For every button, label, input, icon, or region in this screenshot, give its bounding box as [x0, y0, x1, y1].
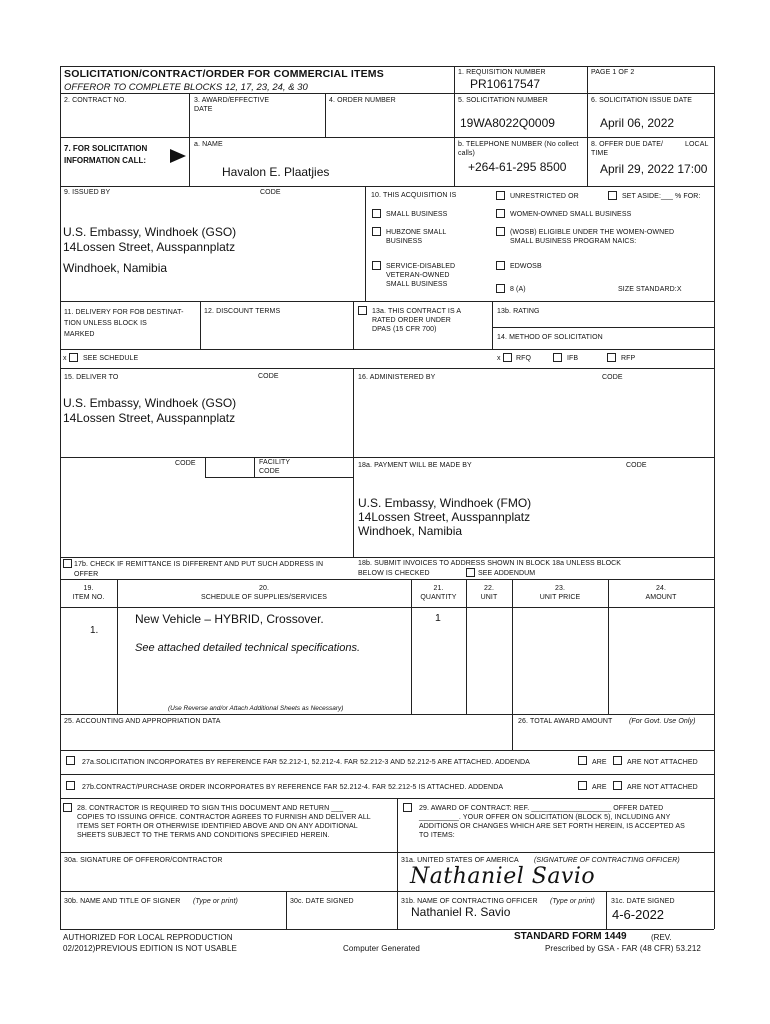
deliver-to-label: 15. DELIVER TO	[64, 374, 119, 381]
administered-by-code-label: CODE	[602, 374, 623, 381]
wosb-label: WOMEN-OWNED SMALL BUSINESS	[510, 211, 632, 218]
issued-by-code-label: CODE	[260, 189, 281, 196]
usa-signature-label: 31a. UNITED STATES OF AMERICA	[401, 857, 519, 864]
telephone-number[interactable]: +264-61-295 8500	[468, 160, 567, 174]
remittance-checkbox[interactable]	[63, 559, 72, 568]
see-addendum-checkbox[interactable]	[466, 568, 475, 577]
deliver-to-line1: U.S. Embassy, Windhoek (GSO)	[63, 396, 237, 410]
contact-name[interactable]: Havalon E. Plaatjies	[222, 165, 330, 179]
unrestricted-label: UNRESTRICTED OR	[510, 193, 579, 200]
contractor-code-label: CODE	[175, 460, 196, 467]
issue-date[interactable]: April 06, 2022	[600, 116, 675, 130]
remittance-label: 17b. CHECK IF REMITTANCE IS DIFFERENT AND PUT SUCH ADDRESS IN OFFER	[74, 561, 324, 578]
offeror-date-label: 30c. DATE SIGNED	[290, 898, 354, 905]
clause-27b-not-label: ARE NOT ATTACHED	[627, 784, 698, 791]
rfq-mark: x	[497, 355, 501, 362]
see-schedule-label: SEE SCHEDULE	[83, 355, 139, 362]
offer-due-local: LOCAL	[685, 141, 709, 148]
clause-27a-checkbox[interactable]	[66, 756, 75, 765]
col-item-no: 19. ITEM NO.	[72, 585, 105, 601]
acquisition-label: 10. THIS ACQUISITION IS	[371, 192, 457, 199]
col-unit-price: 23. UNIT PRICE	[539, 585, 581, 601]
contracting-officer-name[interactable]: Nathaniel R. Savio	[411, 905, 511, 919]
solicitation-number-label: 5. SOLICITATION NUMBER	[458, 97, 548, 104]
rfq-label: RFQ	[516, 355, 532, 362]
col-unit: 22. UNIT	[480, 585, 498, 601]
telephone-label: b. TELEPHONE NUMBER (No collect calls)	[458, 141, 579, 157]
eight-a-checkbox[interactable]	[496, 284, 505, 293]
col-amount: 24. AMOUNT	[645, 585, 677, 601]
unrestricted-checkbox[interactable]	[496, 191, 505, 200]
clause-27a-label: 27a.SOLICITATION INCORPORATES BY REFERENCE FAR 52.212-1, 52.212-4. FAR 52.212-3 AND 52.212-5 ARE ATTACHED. ADDENDA	[82, 759, 530, 766]
issued-by-line2: 14Lossen Street, Ausspannplatz	[63, 240, 236, 254]
deliver-to-line2: 14Lossen Street, Ausspannplatz	[63, 411, 236, 425]
administered-by-label: 16. ADMINISTERED BY	[358, 374, 436, 381]
hubzone-checkbox[interactable]	[372, 227, 381, 236]
rated-order-checkbox[interactable]	[358, 306, 367, 315]
officer-date-label: 31c. DATE SIGNED	[611, 898, 675, 905]
form-subtitle: OFFEROR TO COMPLETE BLOCKS 12, 17, 23, 24, & 30	[64, 82, 308, 93]
col-quantity: 21. QUANTITY	[420, 585, 457, 601]
award-contract-checkbox[interactable]	[403, 803, 412, 812]
clause-27a-not-label: ARE NOT ATTACHED	[627, 759, 698, 766]
fob-destination-label: 11. DELIVERY FOR FOB DESTINAT- TION UNLESS BLOCK IS MARKED	[64, 309, 184, 338]
sdvosb-label: SERVICE-DISABLED VETERAN-OWNED SMALL BUSINESS	[386, 263, 456, 288]
see-schedule-mark: x	[63, 355, 67, 362]
clause-27b-label: 27b.CONTRACT/PURCHASE ORDER INCORPORATES BY REFERENCE FAR 52.212-4. FAR 52.212-5 IS ATTACHED. ADDENDA	[82, 784, 504, 791]
payment-line3: Windhoek, Namibia	[358, 524, 463, 538]
solicitation-number[interactable]: 19WA8022Q0009	[460, 116, 555, 130]
item-specifications: See attached detailed technical specifications.	[135, 642, 361, 654]
rfp-label: RFP	[621, 355, 636, 362]
discount-terms-label: 12. DISCOUNT TERMS	[204, 308, 281, 315]
hubzone-label: HUBZONE SMALL BUSINESS	[386, 229, 447, 245]
total-award-label: 26. TOTAL AWARD AMOUNT	[518, 718, 613, 725]
clause-27b-checkbox[interactable]	[66, 781, 75, 790]
small-business-label: SMALL BUSINESS	[386, 211, 448, 218]
rating-label: 13b. RATING	[497, 308, 540, 315]
total-award-note: (For Govt. Use Only)	[629, 718, 696, 725]
edwosb-label: EDWOSB	[510, 263, 542, 270]
accounting-label: 25. ACCOUNTING AND APPROPRIATION DATA	[64, 718, 221, 725]
set-aside-label: SET ASIDE:___ % FOR:	[622, 193, 701, 200]
rfq-checkbox[interactable]	[503, 353, 512, 362]
eligible-wosb-label: (WOSB) ELIGIBLE UNDER THE WOMEN-OWNED SMALL BUSINESS PROGRAM NAICS:	[510, 229, 675, 245]
award-date-label: 3. AWARD/EFFECTIVE DATE	[194, 97, 270, 113]
issue-date-label: 6. SOLICITATION ISSUE DATE	[591, 97, 693, 104]
set-aside-checkbox[interactable]	[608, 191, 617, 200]
contracting-officer-signature: Nathaniel Savio	[410, 864, 596, 889]
payment-code-label: CODE	[626, 462, 647, 469]
contracting-officer-name-note: (Type or print)	[550, 898, 595, 905]
wosb-checkbox[interactable]	[496, 209, 505, 218]
method-of-solicitation-label: 14. METHOD OF SOLICITATION	[497, 334, 603, 341]
form-revision: (REV.	[651, 933, 672, 942]
item-description: New Vehicle – HYBRID, Crossover.	[135, 612, 324, 626]
order-number-label: 4. ORDER NUMBER	[329, 97, 396, 104]
eight-a-label: 8 (A)	[510, 286, 526, 293]
usa-signature-note: (SIGNATURE OF CONTRACTING OFFICER)	[534, 857, 680, 864]
submit-invoices-label: 18b. SUBMIT INVOICES TO ADDRESS SHOWN IN BLOCK 18a UNLESS BLOCK BELOW IS CHECKED	[358, 560, 622, 577]
clause-27b-are-checkbox[interactable]	[578, 781, 587, 790]
previous-edition-note: 02/2012)PREVIOUS EDITION IS NOT USABLE	[63, 944, 237, 953]
see-schedule-checkbox[interactable]	[69, 353, 78, 362]
award-contract-label: 29. AWARD OF CONTRACT: REF. ____________________ OFFER DATED __________. YOUR OFFER ON SOLICITATION (BLOCK 5), INCLUDING ANY ADDITIONS OR CHANGES WHICH ARE SET FORTH HEREIN, IS ACCEPTED AS TO ITEMS:	[419, 805, 685, 839]
contractor-sign-label: 28. CONTRACTOR IS REQUIRED TO SIGN THIS DOCUMENT AND RETURN ___ COPIES TO ISSUING OFFICE. CONTRACTOR AGREES TO FURNISH AND DELIVER ALL ITEMS SET FORTH OR OTHERWISE IDENTIFIED ABOVE AND ON ANY ADDITIONAL SHEETS SUBJECT TO THE TERMS AND CONDITIONS SPECIFIED HEREIN.	[77, 805, 371, 839]
prescribed-by-note: Prescribed by GSA - FAR (48 CFR) 53.212	[545, 944, 701, 953]
requisition-number[interactable]: PR10617547	[470, 77, 541, 91]
page-number: PAGE 1 OF 2	[591, 69, 635, 76]
see-addendum-label: SEE ADDENDUM	[478, 570, 536, 577]
payment-line2: 14Lossen Street, Ausspannplatz	[358, 510, 531, 524]
requisition-label: 1. REQUISITION NUMBER	[458, 69, 546, 76]
clause-27b-are-label: ARE	[592, 784, 607, 791]
arrow-right-icon	[170, 149, 186, 163]
item-number: 1.	[90, 625, 99, 636]
contracting-officer-name-label: 31b. NAME OF CONTRACTING OFFICER	[401, 898, 538, 905]
officer-date-signed[interactable]: 4-6-2022	[612, 907, 665, 922]
rated-order-label: 13a. THIS CONTRACT IS A RATED ORDER UNDER DPAS (15 CFR 700)	[372, 308, 462, 333]
ifb-checkbox[interactable]	[553, 353, 562, 362]
edwosb-checkbox[interactable]	[496, 261, 505, 270]
clause-27b-not-checkbox[interactable]	[613, 781, 622, 790]
offer-due-date[interactable]: April 29, 2022 17:00	[600, 162, 708, 176]
issued-by-line3: Windhoek, Namibia	[63, 261, 168, 275]
contact-name-label: a. NAME	[194, 141, 223, 148]
item-quantity: 1	[435, 612, 441, 624]
standard-form-number: STANDARD FORM 1449	[514, 931, 627, 942]
col-schedule: 20. SCHEDULE OF SUPPLIES/SERVICES	[200, 585, 328, 601]
issued-by-label: 9. ISSUED BY	[64, 189, 111, 196]
issued-by-line1: U.S. Embassy, Windhoek (GSO)	[63, 225, 237, 239]
payment-by-label: 18a. PAYMENT WILL BE MADE BY	[358, 462, 472, 469]
ifb-label: IFB	[567, 355, 579, 362]
small-business-checkbox[interactable]	[372, 209, 381, 218]
signer-name-note: (Type or print)	[193, 898, 238, 905]
solicitation-info-label: 7. FOR SOLICITATION INFORMATION CALL:	[64, 144, 148, 165]
computer-generated-note: Computer Generated	[343, 944, 420, 953]
eligible-wosb-checkbox[interactable]	[496, 227, 505, 236]
signer-name-label: 30b. NAME AND TITLE OF SIGNER	[64, 898, 181, 905]
sdvosb-checkbox[interactable]	[372, 261, 381, 270]
additional-sheets-note: (Use Reverse and/or Attach Additional Sheets as Necessary)	[168, 705, 344, 712]
payment-line1: U.S. Embassy, Windhoek (FMO)	[358, 496, 532, 510]
contractor-sign-checkbox[interactable]	[63, 803, 72, 812]
contract-no-label: 2. CONTRACT NO.	[64, 97, 127, 104]
facility-code-label: FACILITY CODE	[259, 459, 291, 475]
offeror-signature-label: 30a. SIGNATURE OF OFFEROR/CONTRACTOR	[64, 857, 223, 864]
form-title: SOLICITATION/CONTRACT/ORDER FOR COMMERCIAL ITEMS	[64, 68, 384, 80]
clause-27a-are-label: ARE	[592, 759, 607, 766]
clause-27a-not-checkbox[interactable]	[613, 756, 622, 765]
local-reproduction-note: AUTHORIZED FOR LOCAL REPRODUCTION	[63, 933, 233, 942]
deliver-to-code-label: CODE	[258, 373, 279, 380]
rfp-checkbox[interactable]	[607, 353, 616, 362]
offer-due-label: 8. OFFER DUE DATE/ TIME	[591, 141, 664, 157]
size-standard-label: SIZE STANDARD:X	[618, 286, 682, 293]
clause-27a-are-checkbox[interactable]	[578, 756, 587, 765]
